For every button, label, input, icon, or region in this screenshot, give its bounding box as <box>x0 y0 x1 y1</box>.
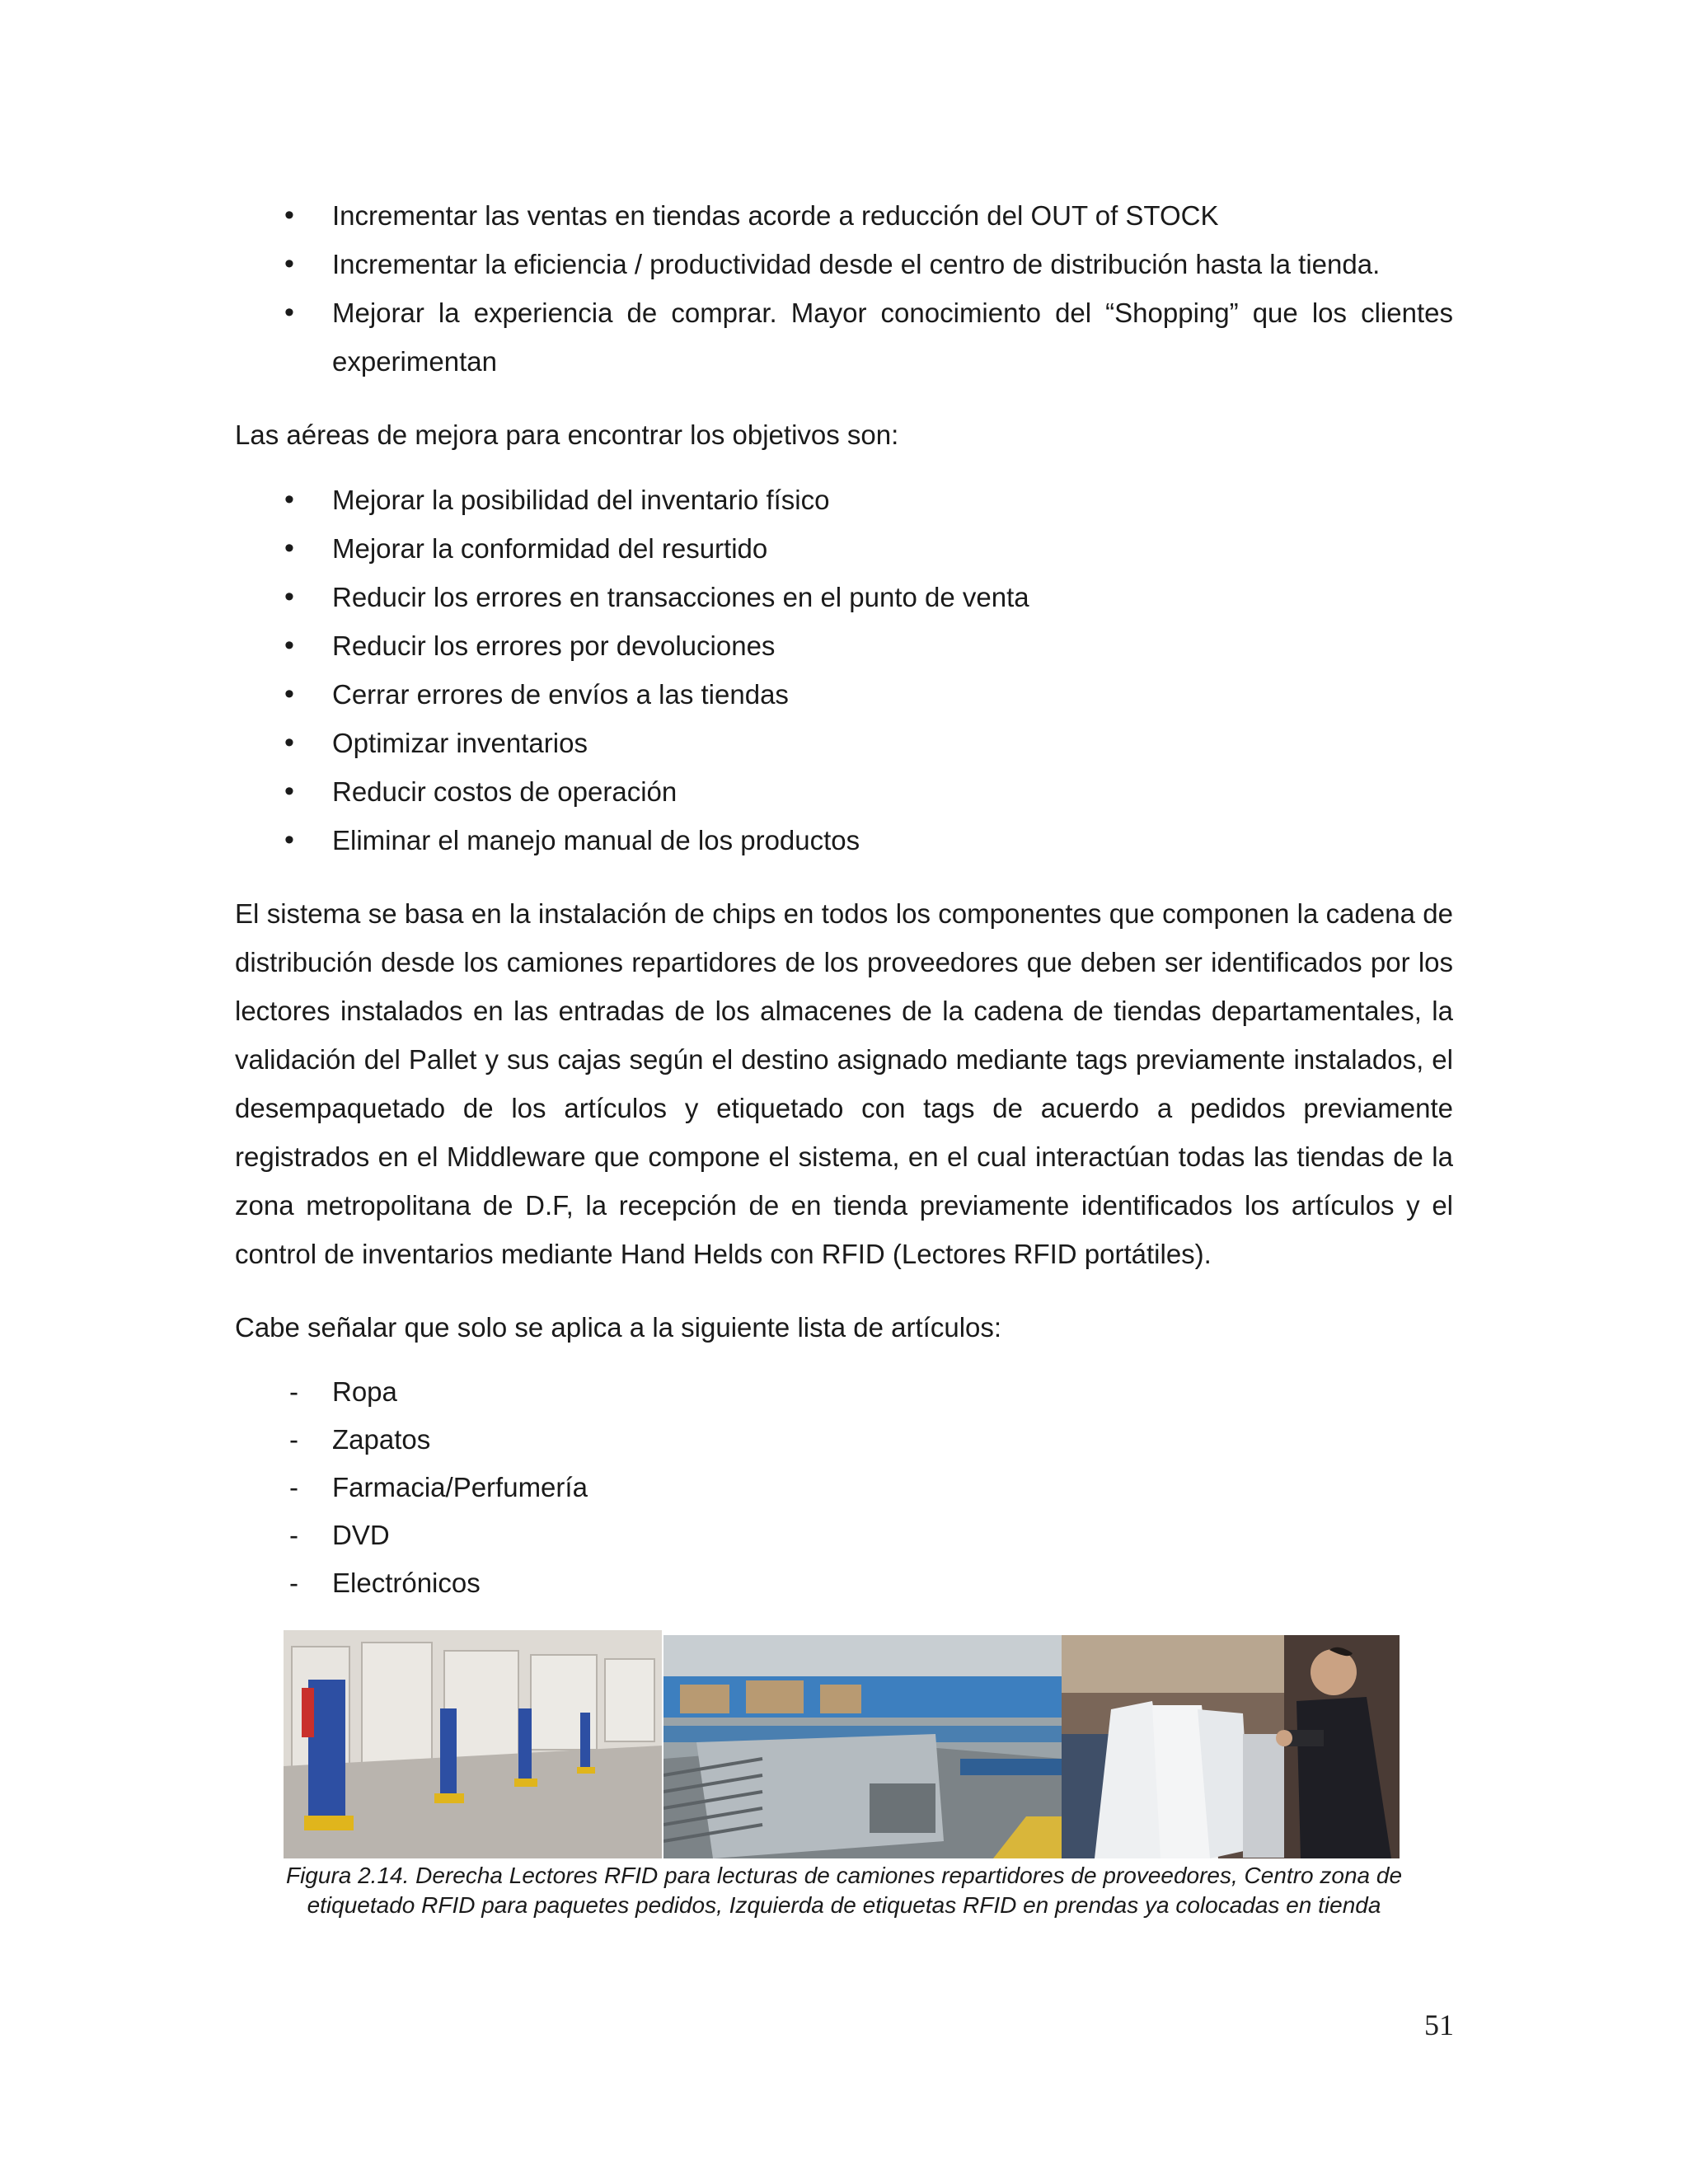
list-item: • Reducir los errores por devoluciones <box>235 621 1453 670</box>
list-item: - Zapatos <box>235 1416 1453 1464</box>
list-item: • Optimizar inventarios <box>235 719 1453 767</box>
list-item: • Cerrar errores de envíos a las tiendas <box>235 670 1453 719</box>
improvement-areas-list <box>235 476 1453 865</box>
list-item: • Eliminar el manejo manual de los productos <box>235 816 1453 865</box>
list-item: • Mejorar la conformidad del resurtido <box>235 524 1453 573</box>
system-paragraph: El sistema se basa en la instalación de chips en todos los componentes que componen la cadena de distribución desde los camiones repartidores de los proveedores que deben ser identificados por los lectores instalados en las entradas de los almacenes de la cadena de tiendas departamentales, la validación del Pallet y sus cajas según el destino asignado mediante tags previamente instalados, el desempaquetado de los artículos y etiquetado con tags de acuerdo a pedidos previamente registrados en el Middleware que compone el sistema, en el cual interactúan todas las tiendas de la zona metropolitana de D.F, la recepción de en tienda previamente identificados los artículos y el control de inventarios mediante Hand Helds con RFID (Lectores RFID portátiles). <box>235 898 1453 1269</box>
list-item: • Mejorar la posibilidad del inventario físico <box>235 476 1453 524</box>
conveyor-labeling-photo <box>663 1635 1062 1858</box>
list-item: • Mejorar la experiencia de comprar. Mayor conocimiento del “Shopping” que los clientes experimentan <box>235 288 1453 386</box>
list-item: • Reducir costos de operación <box>235 767 1453 816</box>
figure-photos <box>284 1630 1400 1858</box>
list-item: • Incrementar las ventas en tiendas acorde a reducción del OUT of STOCK <box>235 191 1453 240</box>
store-rfid-garments-photo <box>1062 1635 1400 1858</box>
items-intro: Cabe señalar que solo se aplica a la siguiente lista de artículos: <box>235 1312 1002 1343</box>
articles-list <box>235 1368 1453 1607</box>
dock-rfid-readers-photo <box>284 1630 662 1858</box>
list-item: - Ropa <box>235 1368 1453 1416</box>
list-item: - Farmacia/Perfumería <box>235 1464 1453 1511</box>
areas-intro: Las aéreas de mejora para encontrar los objetivos son: <box>235 419 899 450</box>
figure-caption: Figura 2.14. Derecha Lectores RFID para lecturas de camiones repartidores de proveedores, Centro zona de etiquetado RFID para paquetes pedidos, Izquierda de etiquetas RFID en prendas ya colocadas en tienda <box>285 1863 1403 1918</box>
list-item: - DVD <box>235 1511 1453 1559</box>
page-number: 51 <box>1424 2008 1454 2041</box>
list-item: - Electrónicos <box>235 1559 1453 1607</box>
page-content <box>235 191 1453 1607</box>
objectives-list <box>235 191 1453 386</box>
list-item: • Incrementar la eficiencia / productividad desde el centro de distribución hasta la tienda. <box>235 240 1453 288</box>
list-item: • Reducir los errores en transacciones en el punto de venta <box>235 573 1453 621</box>
